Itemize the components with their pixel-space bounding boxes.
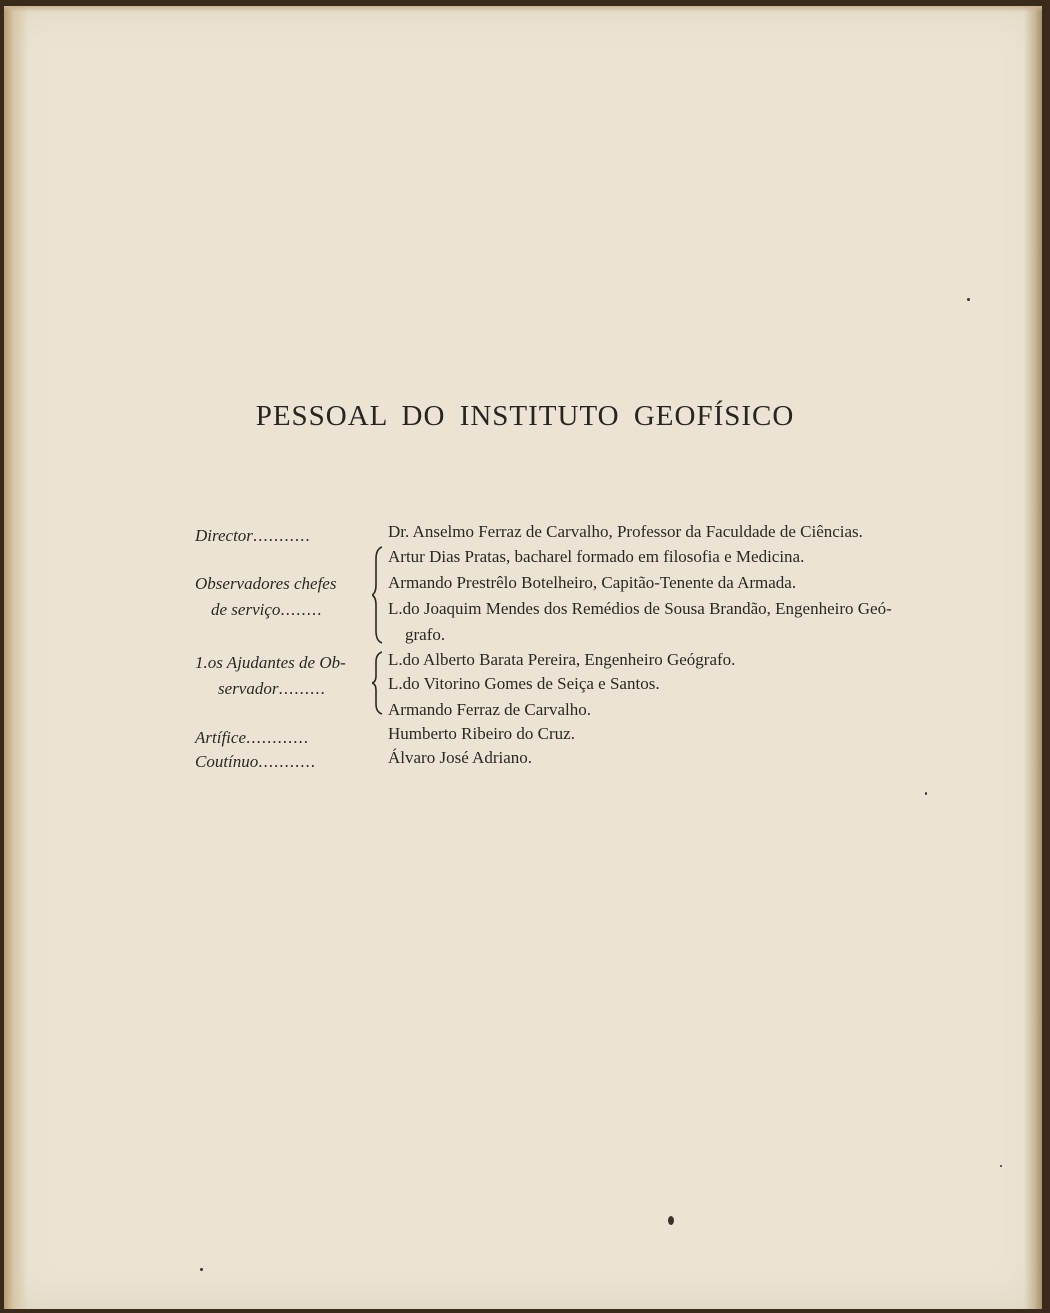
ajudantes-label-line1: 1.os Ajudantes de Ob- bbox=[195, 653, 346, 672]
ajudantes-name-1: L.do Alberto Barata Pereira, Engenheiro Geógrafo. bbox=[388, 650, 736, 669]
paper-speck bbox=[200, 1268, 203, 1271]
artifice-label-text: Artífice bbox=[195, 728, 246, 747]
ajudantes-dots: ......... bbox=[278, 679, 326, 698]
artifice-name: Humberto Ribeiro do Cruz. bbox=[388, 724, 575, 743]
paper-speck bbox=[925, 792, 927, 795]
observadores-dots: ........ bbox=[280, 600, 323, 619]
page-title: PESSOAL DO INSTITUTO GEOFÍSICO bbox=[255, 400, 795, 432]
continuo-dots: ........... bbox=[258, 752, 317, 771]
ajudantes-label-line2 bbox=[218, 679, 326, 699]
ajudantes-name-2: L.do Vitorino Gomes de Seiça e Santos. bbox=[388, 674, 660, 693]
director-dots: ........... bbox=[252, 526, 311, 545]
director-label-text: Director bbox=[195, 526, 253, 545]
director-name: Dr. Anselmo Ferraz de Carvalho, Professor da Faculdade de Ciências. bbox=[388, 522, 863, 541]
ajudantes-label-line2-text: servador bbox=[218, 679, 279, 698]
page-top-edge bbox=[4, 6, 1042, 12]
observadores-name-3: L.do Joaquim Mendes dos Remédios de Sousa Brandão, Engenheiro Geó- bbox=[388, 599, 892, 618]
page-right-edge bbox=[1024, 6, 1042, 1309]
continuo-label bbox=[195, 752, 316, 772]
paper-speck bbox=[1000, 1165, 1002, 1167]
artifice-dots: ............ bbox=[245, 728, 309, 747]
observadores-name-3-cont: grafo. bbox=[405, 625, 446, 644]
observadores-brace bbox=[372, 545, 386, 645]
observadores-name-2: Armando Prestrêlo Botelheiro, Capitão-Tenente da Armada. bbox=[388, 573, 797, 592]
paper-speck bbox=[967, 298, 970, 301]
paper-speck bbox=[668, 1216, 674, 1225]
ajudantes-brace bbox=[372, 650, 386, 716]
director-label bbox=[195, 526, 311, 546]
ajudantes-brace-shape bbox=[372, 650, 386, 716]
continuo-label-text: Coutínuo bbox=[195, 752, 259, 771]
observadores-name-1: Artur Dias Pratas, bacharel formado em filosofia e Medicina. bbox=[388, 547, 805, 566]
continuo-name: Álvaro José Adriano. bbox=[388, 748, 533, 767]
observadores-label-line1: Observadores chefes bbox=[195, 574, 337, 593]
observadores-brace-shape bbox=[372, 545, 386, 645]
observadores-label-line2-text: de serviço bbox=[211, 600, 281, 619]
observadores-label-line2 bbox=[211, 600, 322, 620]
ajudantes-name-3: Armando Ferraz de Carvalho. bbox=[388, 700, 591, 719]
page-left-edge bbox=[4, 6, 28, 1309]
artifice-label bbox=[195, 728, 309, 748]
